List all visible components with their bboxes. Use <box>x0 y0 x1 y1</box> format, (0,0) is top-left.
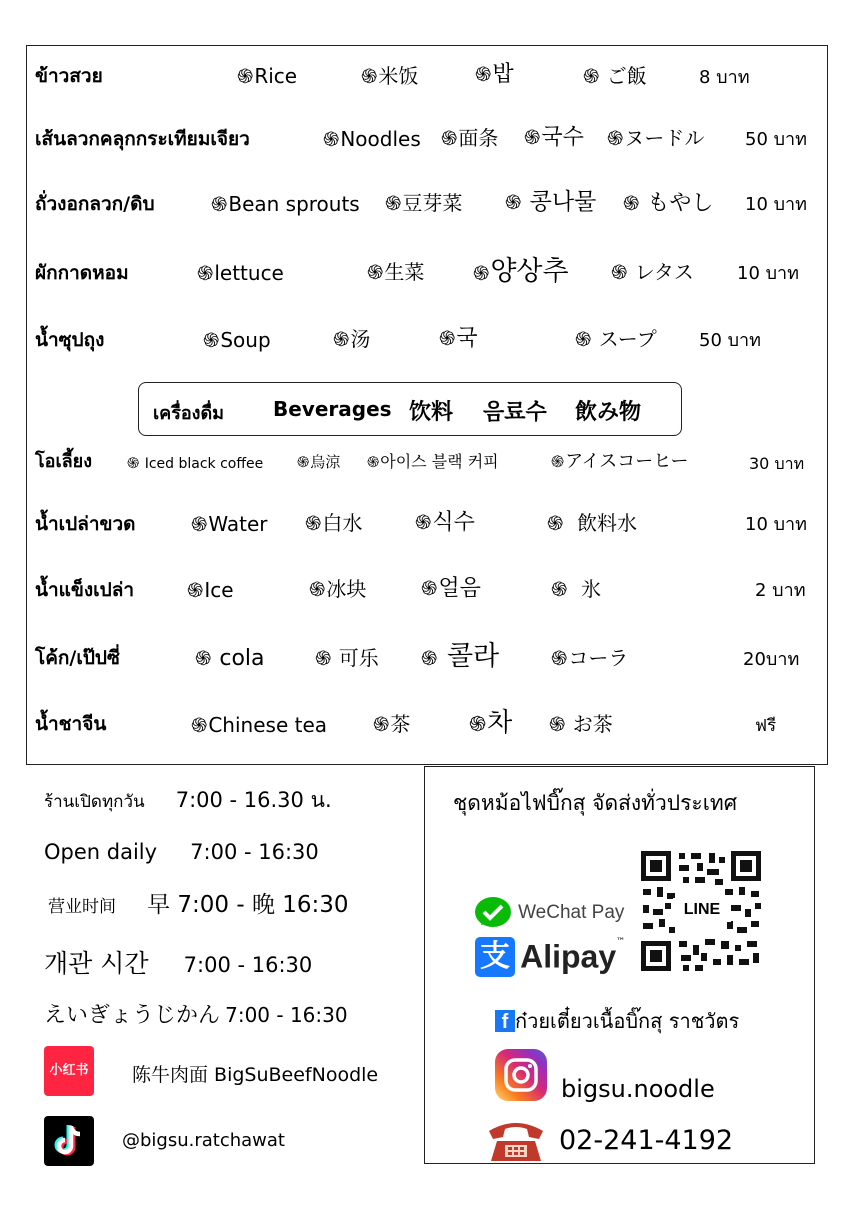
menu-item-zh <box>441 128 498 148</box>
swirl-icon: ֍ <box>333 327 350 351</box>
menu-item-thai: เส้นลวกคลุกกระเทียมเจียว <box>35 128 250 150</box>
swirl-icon: ֍ <box>421 576 438 600</box>
xhs-logo <box>44 1046 94 1096</box>
menu-item-en <box>323 129 421 149</box>
beverages-ko: 음료수 <box>483 400 547 425</box>
menu-row-iced-coffee <box>27 450 827 490</box>
xhs-handle[interactable]: 陈牛肉面 BigSuBeefNoodle <box>132 1064 379 1086</box>
swirl-icon: ֍ <box>211 192 228 216</box>
swirl-icon: ֍ <box>607 126 624 150</box>
menu-item-label: 식수 <box>432 510 475 535</box>
swirl-icon: ֍ <box>191 713 208 737</box>
menu-item-en <box>187 580 234 600</box>
menu-item-zh <box>305 513 362 533</box>
hours-line-ko <box>44 944 312 980</box>
swirl-icon: ֍ <box>203 328 220 352</box>
menu-item-label: 白水 <box>322 511 363 535</box>
menu-item-label: Ice <box>204 578 234 602</box>
menu-item-ko <box>475 64 514 86</box>
menu-item-label: 국 <box>456 326 478 351</box>
facebook[interactable] <box>495 1005 739 1037</box>
menu-row-lettuce <box>27 256 827 300</box>
hours-time: 7:00 - 16.30 น. <box>175 788 332 812</box>
menu-item-ko <box>439 328 478 350</box>
menu-item-thai: ผักกาดหอม <box>35 262 129 284</box>
menu-item-ja <box>551 453 689 471</box>
menu-item-label: 米饭 <box>378 64 419 88</box>
menu-item-en <box>191 514 267 534</box>
swirl-icon: ֍ <box>367 260 384 284</box>
menu-item-label: Soup <box>220 328 271 352</box>
swirl-icon: ֍ <box>623 191 640 215</box>
menu-item-ja <box>551 648 628 668</box>
swirl-icon: ֍ <box>385 191 402 215</box>
menu-item-label: 아이스 블랙 커피 <box>380 452 499 471</box>
swirl-icon: ֍ <box>475 62 492 86</box>
instagram-icon <box>495 1049 547 1101</box>
menu-item-zh <box>309 579 366 599</box>
swirl-icon: ֍ <box>191 512 208 536</box>
swirl-icon: ֍ <box>323 127 340 151</box>
instagram-glyph <box>495 1049 547 1101</box>
menu-item-price: 20บาท <box>743 649 800 670</box>
menu-item-price: 10 บาท <box>745 194 808 215</box>
swirl-icon: ֍ <box>361 64 378 88</box>
menu-item-thai: โค้ก/เป๊ปซี่ <box>35 647 120 669</box>
menu-item-zh <box>385 193 462 213</box>
menu-item-label: コーラ <box>568 646 629 670</box>
menu-item-price: 10 บาท <box>745 514 808 535</box>
menu-row-water <box>27 512 827 552</box>
menu-item-ja <box>575 329 657 349</box>
menu-item-en <box>191 715 327 735</box>
hours-label: えいぎょうじかん <box>44 1003 221 1028</box>
menu-row-noodles <box>27 127 827 167</box>
menu-item-ko <box>367 454 499 470</box>
menu-item-en <box>127 456 263 471</box>
hours-line-en <box>44 840 319 864</box>
phone-icon <box>485 1117 547 1167</box>
swirl-icon: ֍ <box>547 511 564 535</box>
menu-item-label: Chinese tea <box>208 713 328 737</box>
wechat-pay-label: WeChat Pay <box>518 902 625 923</box>
menu-item-label: 氷 <box>581 577 602 601</box>
menu-item-thai: น้ำซุปถุง <box>35 329 105 351</box>
hours-label: 개관 시간 <box>44 949 149 978</box>
swirl-icon: ֍ <box>439 326 456 350</box>
menu-item-price: 50 บาท <box>745 129 808 150</box>
menu-row-bean-sprouts <box>27 189 827 232</box>
menu-item-ja <box>611 262 694 282</box>
swirl-icon: ֍ <box>551 452 565 471</box>
menu-item-ja <box>549 714 613 734</box>
menu-item-label: スープ <box>598 327 657 351</box>
menu-item-price: 10 บาท <box>737 263 800 284</box>
swirl-icon: ֍ <box>187 578 204 602</box>
menu-item-label: もやし <box>647 191 714 216</box>
menu-item-label: 飲料水 <box>577 511 638 535</box>
menu-item-thai: น้ำแข็งเปล่า <box>35 579 135 601</box>
instagram-handle[interactable]: bigsu.noodle <box>561 1075 715 1103</box>
menu-item-label: レタス <box>634 260 694 284</box>
hours-time: 7:00 - 16:30 <box>190 840 319 864</box>
menu-item-label: お茶 <box>572 712 613 736</box>
beverages-en: Beverages <box>273 397 392 421</box>
menu-item-label: 국수 <box>541 125 584 150</box>
hours-label: Open daily <box>44 840 158 864</box>
swirl-icon: ֍ <box>505 190 522 214</box>
menu-row-soup <box>27 327 827 367</box>
menu-item-label: 밥 <box>492 62 514 87</box>
menu-item-label: 烏涼 <box>310 453 341 471</box>
menu-item-label: 콩나물 <box>529 189 597 215</box>
swirl-icon: ֍ <box>297 453 310 471</box>
menu-item-price: ฟรี <box>755 716 777 736</box>
swirl-icon: ֍ <box>473 261 490 285</box>
swirl-icon: ֍ <box>197 261 214 285</box>
menu-item-zh <box>367 262 424 282</box>
menu-item-ja <box>551 579 601 599</box>
menu-row-chinese-tea <box>27 708 827 752</box>
menu-item-ko <box>469 710 512 736</box>
menu-item-label: 生菜 <box>384 260 425 284</box>
tiktok-handle[interactable]: @bigsu.ratchawat <box>122 1130 285 1151</box>
hours-label: ร้านเปิดทุกวัน <box>44 792 145 812</box>
swirl-icon: ֍ <box>524 125 541 149</box>
swirl-icon: ֍ <box>611 260 628 284</box>
facebook-label: ก๋วยเตี๋ยวเนื้อบิ๊กสุ ราชวัตร <box>515 1009 740 1033</box>
menu-item-label: Iced black coffee <box>144 456 264 472</box>
menu-item-label: ご飯 <box>606 64 647 88</box>
menu-item-label: ヌードル <box>624 126 705 150</box>
alipay-tm: ™ <box>616 937 626 947</box>
swirl-icon: ֍ <box>575 327 592 351</box>
menu-item-en <box>237 66 297 86</box>
line-label: LINE <box>673 898 731 922</box>
menu-item-label: Bean sprouts <box>228 192 360 216</box>
menu-item-ko <box>415 512 475 534</box>
menu-item-label: 冰块 <box>326 577 367 601</box>
menu-row-cola <box>27 641 827 686</box>
contact-box <box>424 766 815 1164</box>
menu-item-price: 50 บาท <box>699 330 762 351</box>
menu-item-label: 可乐 <box>338 646 379 670</box>
swirl-icon: ֍ <box>469 712 487 736</box>
menu-item-ko <box>505 191 596 214</box>
menu-item-label: 豆芽菜 <box>402 191 463 215</box>
swirl-icon: ֍ <box>305 511 322 535</box>
swirl-icon: ֍ <box>315 646 332 670</box>
alipay-label: Alipay <box>520 938 617 975</box>
menu-item-label: 콜라 <box>446 641 500 672</box>
menu-item-price: 8 บาท <box>699 67 750 88</box>
contact-title: ชุดหม้อไฟบิ๊กสุ จัดส่งทั่วประเทศ <box>453 791 738 815</box>
menu-item-label: 차 <box>487 708 513 738</box>
hours-line-thai <box>44 784 332 817</box>
menu-item-thai: ถั่วงอกลวก/ดิบ <box>35 193 155 215</box>
menu-item-en <box>197 263 284 283</box>
menu-item-zh <box>315 648 379 668</box>
menu-item-label: 汤 <box>350 327 371 351</box>
tiktok-icon <box>44 1116 94 1166</box>
swirl-icon: ֍ <box>237 64 254 88</box>
swirl-icon: ֍ <box>373 712 390 736</box>
menu-item-en <box>203 330 271 350</box>
menu-item-thai: น้ำเปล่าขวด <box>35 513 136 535</box>
alipay-icon: 支 <box>475 937 515 977</box>
swirl-icon: ֍ <box>415 510 432 534</box>
menu-item-label: lettuce <box>214 261 284 285</box>
alipay <box>475 937 625 977</box>
swirl-icon: ֍ <box>421 646 438 670</box>
menu-item-thai: โอเลี้ยง <box>35 451 92 472</box>
hours-time: 7:00 - 16:30 <box>183 953 313 977</box>
menu-item-label: アイスコーヒー <box>565 451 689 472</box>
menu-item-label: Water <box>208 512 268 536</box>
menu-row-ice <box>27 578 827 618</box>
swirl-icon: ֍ <box>441 126 458 150</box>
menu-row-rice <box>27 64 827 104</box>
menu-item-ko <box>421 578 481 600</box>
menu-item-zh <box>333 329 370 349</box>
hours-line-ja <box>44 998 348 1029</box>
menu-item-price: 2 บาท <box>755 580 806 601</box>
menu-item-thai: น้ำชาจีน <box>35 713 107 735</box>
menu-item-en <box>211 194 360 214</box>
menu-item-zh <box>373 714 410 734</box>
tiktok-note-icon <box>44 1116 94 1166</box>
telephone-icon <box>485 1117 547 1163</box>
menu-item-label: Rice <box>254 64 298 88</box>
facebook-icon: f <box>495 1010 515 1032</box>
menu-item-ko <box>473 258 569 285</box>
wechat-pay-icon <box>473 895 513 931</box>
hours-label: 营业时间 <box>48 897 116 917</box>
hours-time: 早 7:00 - 晚 16:30 <box>147 892 349 918</box>
menu-item-ja <box>583 66 647 86</box>
menu-item-label: 面条 <box>458 126 499 150</box>
menu-item-zh <box>297 455 340 470</box>
menu-item-ja <box>547 513 637 533</box>
hours-line-zh <box>48 886 349 919</box>
menu-item-label: 얼음 <box>438 576 481 601</box>
menu-item-price: 30 บาท <box>749 454 805 473</box>
menu-item-ko <box>421 643 499 670</box>
menu-item-ja <box>623 193 713 215</box>
beverages-zh: 饮料 <box>409 400 454 425</box>
menu-item-zh <box>361 66 418 86</box>
menu-item-ja <box>607 128 704 148</box>
menu-item-ko <box>524 127 584 149</box>
swirl-icon: ֍ <box>549 712 566 736</box>
swirl-icon: ֍ <box>551 646 568 670</box>
menu-item-label: 茶 <box>390 712 411 736</box>
swirl-icon: ֍ <box>551 577 568 601</box>
menu-item-label: Noodles <box>340 127 421 151</box>
phone-number[interactable]: 02-241-4192 <box>559 1125 734 1156</box>
swirl-icon: ֍ <box>195 646 212 670</box>
menu-item-label: cola <box>219 646 265 671</box>
hours-time: 7:00 - 16:30 <box>225 1003 348 1027</box>
swirl-icon: ֍ <box>127 454 140 472</box>
swirl-icon: ֍ <box>583 64 600 88</box>
xhs-logo-text: 小红书 <box>49 1063 89 1078</box>
wechat-pay <box>473 895 624 931</box>
menu-item-label: 양상추 <box>490 256 569 287</box>
menu-item-en <box>195 648 265 670</box>
beverages-thai: เครื่องดื่ม <box>153 403 225 424</box>
swirl-icon: ֍ <box>367 453 380 471</box>
beverages-ja: 飲み物 <box>575 400 642 425</box>
swirl-icon: ֍ <box>309 577 326 601</box>
line-qr-code[interactable] <box>639 849 763 973</box>
beverages-header <box>138 382 682 436</box>
menu-item-thai: ข้าวสวย <box>35 65 103 87</box>
